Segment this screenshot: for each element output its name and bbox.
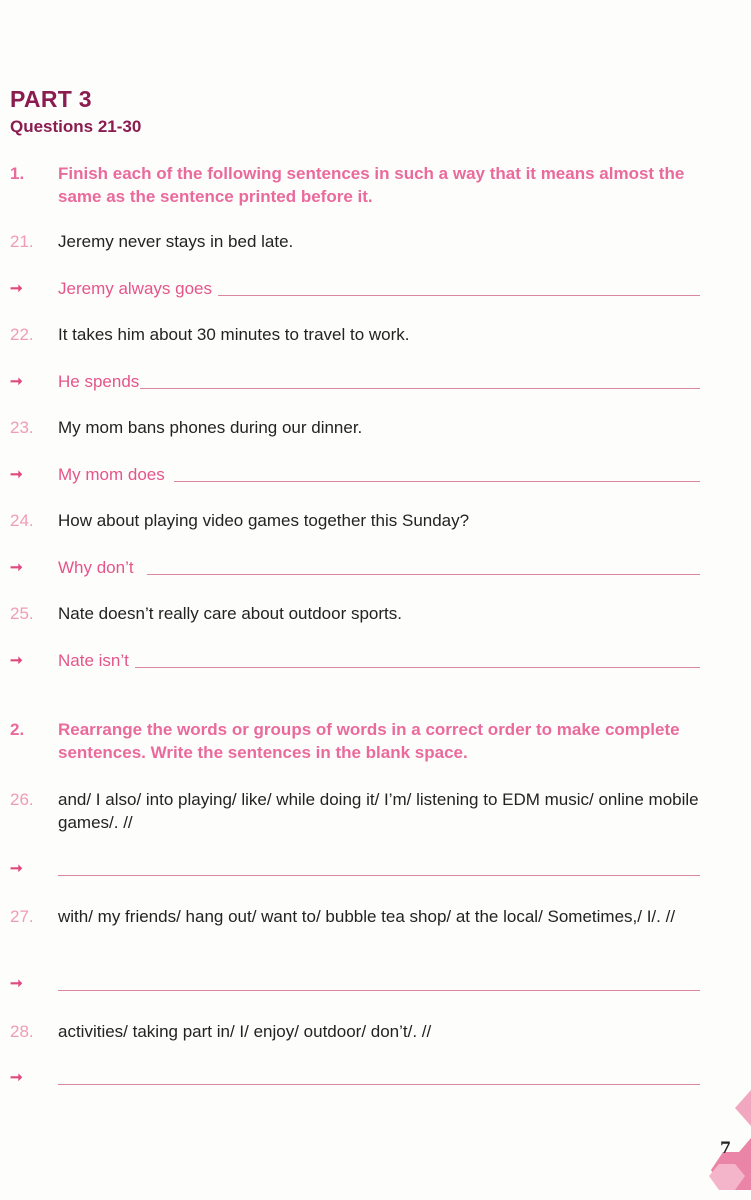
arrow-icon: ➞: [10, 373, 23, 390]
question-words: with/ my friends/ hang out/ want to/ bubble tea shop/ at the local/ Sometimes,/ I/. //: [58, 907, 676, 926]
answer-prompt: Nate isn’t: [58, 651, 129, 670]
arrow-icon: ➞: [10, 559, 23, 576]
instruction-text: Finish each of the following sentences in such a way that it means almost the same as the sentence printed before it.: [58, 164, 685, 206]
questions-range: Questions 21-30: [10, 117, 142, 136]
question-sentence: How about playing video games together this Sunday?: [58, 511, 470, 530]
question-sentence: Nate doesn’t really care about outdoor sports.: [58, 604, 402, 623]
question-number: 24.: [10, 511, 34, 530]
answer-row-26: [10, 857, 710, 881]
question-number: 27.: [10, 907, 34, 926]
part-title: PART 3: [10, 86, 92, 112]
answer-prompt: He spends: [58, 372, 140, 391]
arrow-icon: ➞: [10, 860, 23, 877]
section-number: 1.: [10, 164, 25, 183]
section-number: 2.: [10, 720, 25, 739]
answer-blank-line[interactable]: [58, 990, 700, 991]
question-sentence: My mom bans phones during our dinner.: [58, 418, 363, 437]
question-number: 26.: [10, 790, 34, 809]
question-sentence: It takes him about 30 minutes to travel to work.: [58, 325, 410, 344]
arrow-icon: ➞: [10, 1069, 23, 1086]
question-sentence: Jeremy never stays in bed late.: [58, 232, 294, 251]
question-number: 28.: [10, 1022, 34, 1041]
answer-blank-line[interactable]: [58, 875, 700, 876]
page-number: 7: [720, 1138, 732, 1157]
question-words: activities/ taking part in/ I/ enjoy/ outdoor/ don’t/. //: [58, 1022, 432, 1041]
arrow-icon: ➞: [10, 975, 23, 992]
answer-row-28: [10, 1066, 710, 1090]
arrow-icon: ➞: [10, 466, 23, 483]
answer-blank-line[interactable]: [174, 481, 700, 482]
question-words: and/ I also/ into playing/ like/ while doing it/ I’m/ listening to EDM music/ online mobile games/. //: [58, 790, 699, 832]
instruction-text: Rearrange the words or groups of words in a correct order to make complete sentences. Write the sentences in the blank space.: [58, 720, 680, 762]
answer-row-25: [10, 649, 710, 673]
answer-prompt: My mom does: [58, 465, 165, 484]
question-number: 25.: [10, 604, 34, 623]
answer-blank-line[interactable]: [147, 574, 700, 575]
answer-blank-line[interactable]: [58, 1084, 700, 1085]
answer-row-21: [10, 277, 710, 301]
arrow-icon: ➞: [10, 280, 23, 297]
answer-row-27: [10, 972, 710, 996]
question-number: 23.: [10, 418, 34, 437]
answer-row-23: [10, 463, 710, 487]
question-number: 21.: [10, 232, 34, 251]
answer-row-22: [10, 370, 710, 394]
arrow-icon: ➞: [10, 652, 23, 669]
answer-row-24: [10, 556, 710, 580]
answer-blank-line[interactable]: [140, 388, 700, 389]
answer-blank-line[interactable]: [218, 295, 700, 296]
answer-prompt: Why don’t: [58, 558, 134, 577]
answer-blank-line[interactable]: [135, 667, 700, 668]
question-number: 22.: [10, 325, 34, 344]
answer-prompt: Jeremy always goes: [58, 279, 213, 298]
